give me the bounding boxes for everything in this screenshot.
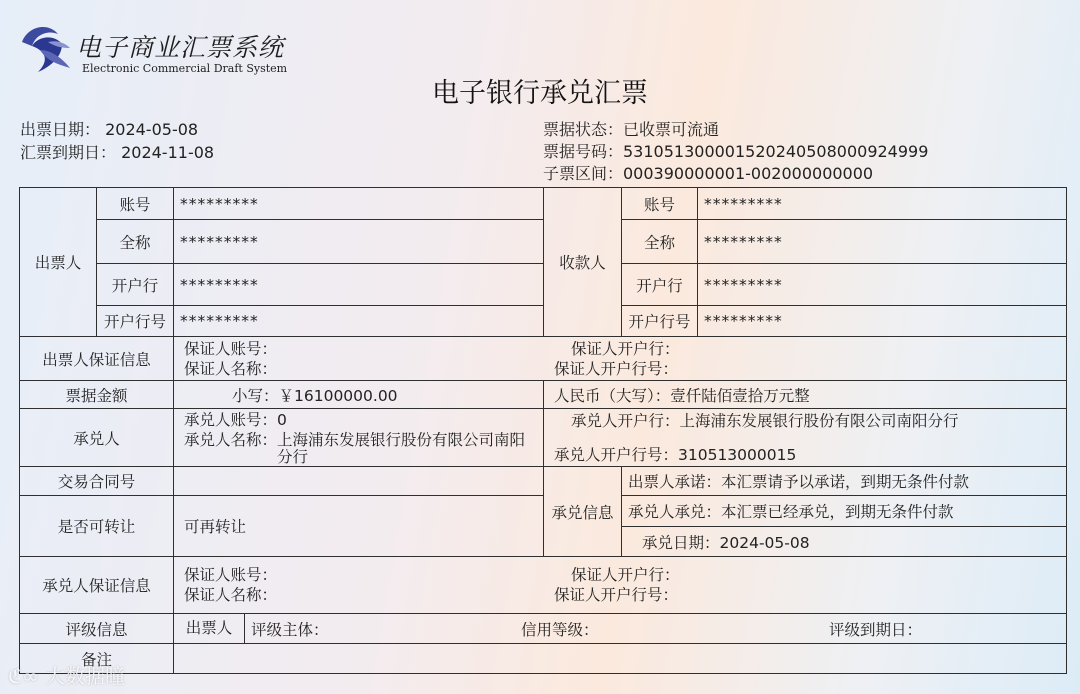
watermark: ℭ∞ 大数据瞳 <box>8 664 126 688</box>
table-row <box>20 496 1067 527</box>
drawer-name-value: ********* <box>174 220 544 264</box>
payee-account-label: 账号 <box>622 188 698 220</box>
table-row <box>20 467 1067 496</box>
amount-label: 票据金额 <box>20 381 174 409</box>
table-row <box>20 381 1067 409</box>
table-row <box>20 337 1067 381</box>
drawer-name-label: 全称 <box>97 220 174 264</box>
payee-account-value: ********* <box>698 188 1067 220</box>
table-row <box>20 220 1067 264</box>
transfer-value: 可再转让 <box>174 496 544 557</box>
payee-name-value: ********* <box>698 220 1067 264</box>
acceptor-label: 承兑人 <box>20 409 174 467</box>
acceptor-name-value: 上海浦东发展银行股份有限公司南阳分行 <box>277 430 526 466</box>
drawer-guarantor-bank-no: 保证人开户行号： <box>554 359 679 378</box>
remarks-value <box>174 644 1067 674</box>
drawer-bank-value: ********* <box>174 264 544 306</box>
acceptor-guarantor-account: 保证人账号： <box>184 566 278 584</box>
payee-bank-no-value: ********* <box>698 306 1067 337</box>
logo-chinese-text: 电子商业汇票系统 <box>76 33 285 62</box>
transfer-label: 是否可转让 <box>20 496 174 557</box>
payee-name-label: 全称 <box>622 220 698 264</box>
acceptance-info-label: 承兑信息 <box>544 467 622 557</box>
rating-expiry: 评级到期日： <box>829 620 923 639</box>
acceptor-guarantor-name: 保证人名称： <box>184 586 278 604</box>
page-title: 电子银行承兑汇票 <box>432 78 648 109</box>
bill-number: 票据号码：531051300001520240508000924999 <box>543 142 929 161</box>
rating-label: 评级信息 <box>20 614 174 644</box>
table-row <box>20 264 1067 306</box>
table-row <box>20 614 1067 644</box>
acceptor-bank-no: 承兑人开户行号：310513000015 <box>554 445 797 464</box>
drawer-section-label: 出票人 <box>20 188 97 337</box>
table-row <box>20 557 1067 614</box>
due-date: 汇票到期日： 2024-11-08 <box>20 143 215 162</box>
accept-date: 承兑日期：2024-05-08 <box>622 527 1067 557</box>
drawer-guarantor-account: 保证人账号： <box>184 339 278 358</box>
table-row <box>20 409 1067 467</box>
acceptor-guarantor-bank-no: 保证人开户行号： <box>554 586 679 604</box>
payee-section-label: 收款人 <box>544 188 622 337</box>
amount-upper: 人民币（大写）：壹仟陆佰壹拾万元整 <box>544 381 1067 409</box>
bill-status: 票据状态：已收票可流通 <box>543 120 720 139</box>
rating-party: 出票人 <box>174 614 245 643</box>
drawer-account-value: ********* <box>174 188 544 220</box>
acceptor-guarantor-bank: 保证人开户行： <box>571 566 680 584</box>
bill-table <box>19 187 1067 674</box>
drawer-bank-label: 开户行 <box>97 264 174 306</box>
payee-bank-no-label: 开户行号 <box>622 306 698 337</box>
acceptor-bank-cell <box>544 409 1067 467</box>
drawer-promise: 出票人承诺：本汇票请予以承诺，到期无条件付款 <box>622 467 1067 496</box>
drawer-guarantor-bank: 保证人开户行： <box>571 339 680 358</box>
drawer-guarantee-cell <box>174 337 1067 381</box>
issue-date: 出票日期： 2024-05-08 <box>20 120 199 139</box>
acceptor-info-cell <box>174 409 544 467</box>
contract-label: 交易合同号 <box>20 467 174 496</box>
drawer-bank-no-label: 开户行号 <box>97 306 174 337</box>
table-row <box>20 644 1067 674</box>
drawer-guarantee-label: 出票人保证信息 <box>20 337 174 381</box>
acceptor-guarantee-cell <box>174 557 1067 614</box>
acceptor-guarantee-label: 承兑人保证信息 <box>20 557 174 614</box>
logo-english-text: Electronic Commercial Draft System <box>82 62 288 75</box>
contract-value <box>174 467 544 496</box>
rating-subject: 评级主体： <box>251 620 329 639</box>
drawer-guarantor-name: 保证人名称： <box>184 359 278 378</box>
sub-bill-range: 子票区间：000390000001-002000000000 <box>543 164 874 183</box>
remarks-label: 备注 <box>20 644 174 674</box>
table-row <box>20 306 1067 337</box>
acceptor-promise: 承兑人承兑：本汇票已经承兑，到期无条件付款 <box>622 496 1067 527</box>
payee-bank-label: 开户行 <box>622 264 698 306</box>
acceptor-bank: 承兑人开户行：上海浦东发展银行股份有限公司南阳分行 <box>571 411 959 430</box>
amount-lower: 小写：￥16100000.00 <box>174 381 544 409</box>
watermark-icon: ℭ∞ <box>8 664 46 688</box>
rating-cell <box>174 614 1067 644</box>
acceptor-name-label: 承兑人名称： <box>184 430 278 449</box>
payee-bank-value: ********* <box>698 264 1067 306</box>
rating-level: 信用等级： <box>521 620 599 639</box>
drawer-account-label: 账号 <box>97 188 174 220</box>
table-row <box>20 188 1067 220</box>
acceptor-account: 承兑人账号：0 <box>184 410 287 429</box>
drawer-bank-no-value: ********* <box>174 306 544 337</box>
